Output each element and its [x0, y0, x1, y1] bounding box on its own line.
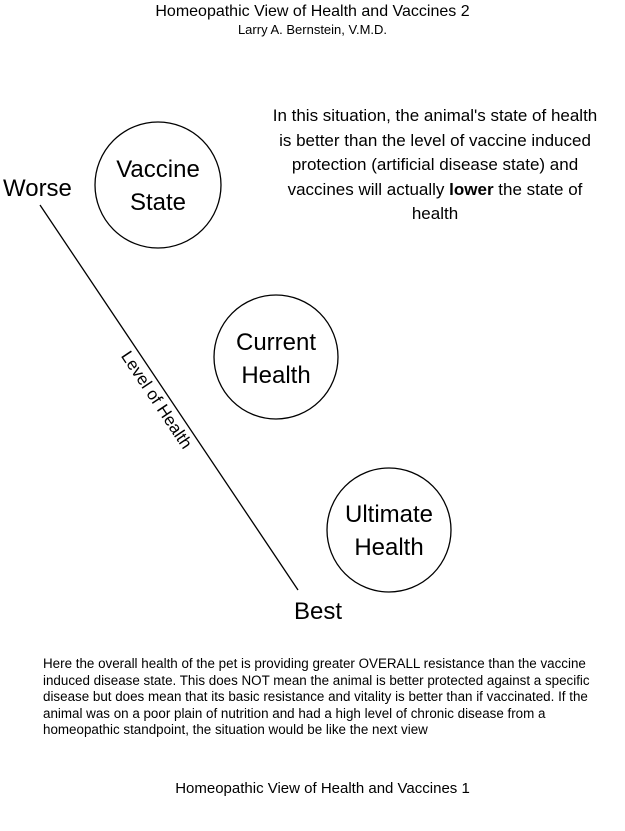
current-health-line1: Current — [235, 329, 317, 356]
current-health-node — [214, 295, 338, 419]
page-title: Homeopathic View of Health and Vaccines 2 — [155, 3, 470, 20]
summary-paragraph: Here the overall health of the pet is providing greater OVERALL resistance than the vaccine induced disease state. This does NOT mean the animal is better protected against a specific disease but does mean that its basic resistance and vitality is better than if vaccinated. If the animal was on a poor plain of nutrition and had a high level of chronic disease from a homeopathic standpoint, the situation would be like the next view — [43, 656, 590, 738]
vaccine-state-circle — [95, 122, 221, 248]
explanation-text-after: the state of health — [411, 179, 583, 223]
ultimate-health-line2: Health — [354, 534, 424, 561]
situation-explanation — [270, 104, 600, 227]
ultimate-health-circle — [327, 468, 451, 592]
vaccine-state-line2: State — [129, 189, 187, 216]
axis-start-label: Worse — [3, 175, 72, 202]
current-health-line2: Health — [241, 362, 311, 389]
vaccine-state-node — [95, 122, 221, 248]
health-axis-line — [40, 205, 298, 590]
axis-end-label: Best — [294, 598, 343, 625]
explanation-text-before: In this situation, the animal's state of health is better than the level of vaccine induced protection (artificial disease state) and vaccines will actually — [272, 106, 598, 199]
axis-label: Level of Health — [117, 347, 197, 453]
vaccine-state-line1: Vaccine — [116, 156, 200, 183]
current-health-circle — [214, 295, 338, 419]
ultimate-health-line1: Ultimate — [344, 501, 434, 528]
next-view-link[interactable]: Homeopathic View of Health and Vaccines 1 — [175, 780, 470, 797]
explanation-emphasis: lower — [449, 179, 494, 199]
author-line: Larry A. Bernstein, V.M.D. — [237, 22, 388, 37]
ultimate-health-node — [327, 468, 451, 592]
